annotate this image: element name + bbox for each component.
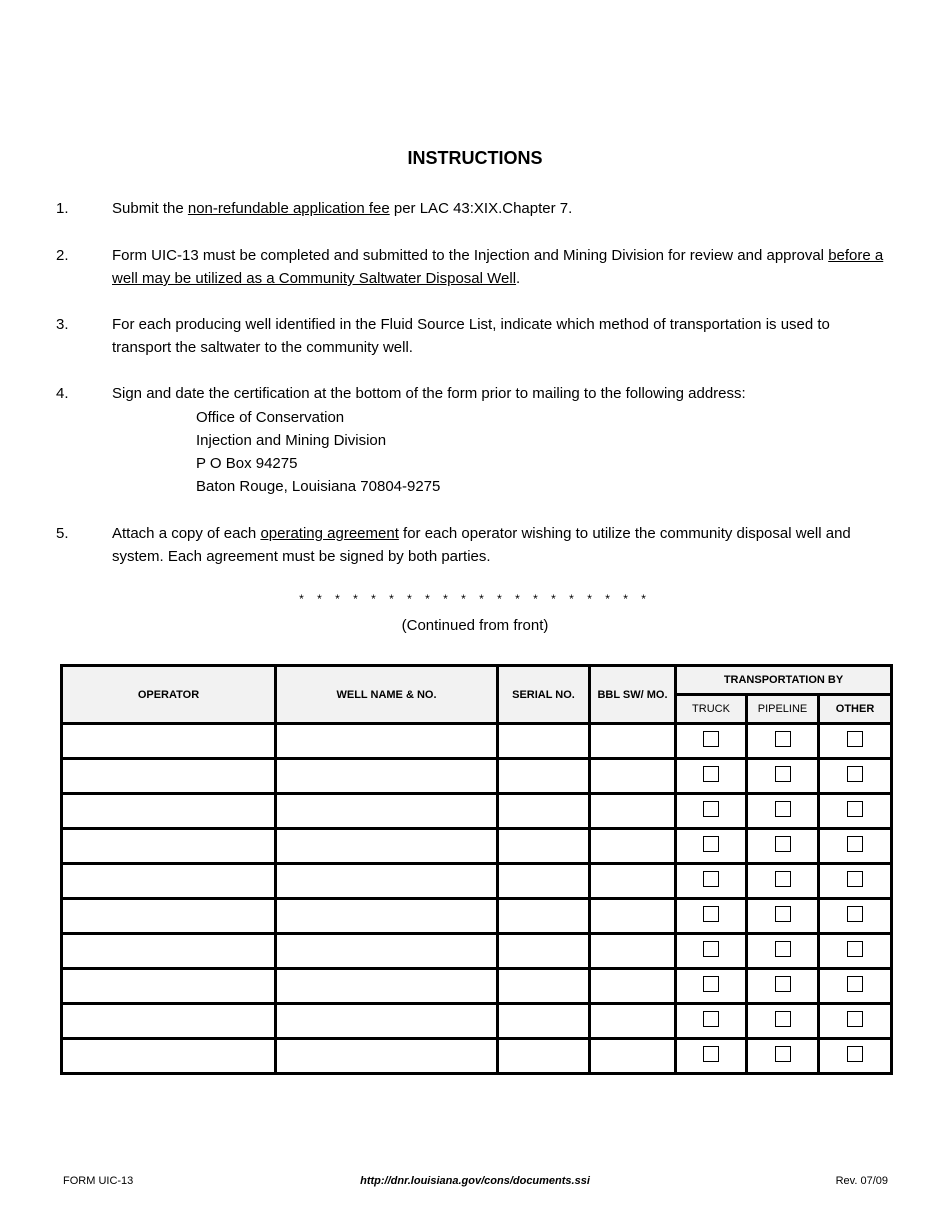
address-line: Baton Rouge, Louisiana 70804-9275 [196,478,441,495]
fluid-source-table [60,664,893,1075]
instruction-number: 2. [56,247,69,264]
well-name-cell[interactable] [276,1004,498,1039]
instruction-number: 3. [56,316,69,333]
bbl-sw-mo-cell[interactable] [590,899,676,934]
serial-no-cell[interactable] [498,829,590,864]
pipeline-cell [747,829,819,864]
pipeline-checkbox[interactable] [775,731,791,747]
other-cell [819,794,892,829]
truck-checkbox[interactable] [703,906,719,922]
pipeline-cell [747,969,819,1004]
table-row [62,794,892,829]
truck-checkbox[interactable] [703,1046,719,1062]
operator-cell[interactable] [62,899,276,934]
operator-cell[interactable] [62,829,276,864]
well-name-cell[interactable] [276,934,498,969]
operator-cell[interactable] [62,969,276,1004]
continued-note: (Continued from front) [401,617,549,634]
truck-checkbox[interactable] [703,836,719,852]
other-cell [819,759,892,794]
serial-no-cell[interactable] [498,794,590,829]
table-row [62,969,892,1004]
page-title: INSTRUCTIONS [407,148,543,168]
header-transportation-by: TRANSPORTATION BY [676,666,892,695]
bbl-sw-mo-cell[interactable] [590,969,676,1004]
header-pipeline: PIPELINE [747,695,819,724]
well-name-cell[interactable] [276,794,498,829]
truck-cell [676,934,747,969]
other-checkbox[interactable] [847,906,863,922]
bbl-sw-mo-cell[interactable] [590,724,676,759]
truck-cell [676,724,747,759]
operator-cell[interactable] [62,934,276,969]
truck-checkbox[interactable] [703,801,719,817]
pipeline-checkbox[interactable] [775,836,791,852]
other-cell [819,1004,892,1039]
pipeline-checkbox[interactable] [775,976,791,992]
pipeline-checkbox[interactable] [775,906,791,922]
other-checkbox[interactable] [847,836,863,852]
header-bbl-sw-mo: BBL SW/ MO. [590,666,676,724]
instruction-text: Submit the non-refundable application fee per LAC 43:XIX.Chapter 7. [112,200,573,217]
well-name-cell[interactable] [276,829,498,864]
pipeline-cell [747,724,819,759]
operator-cell[interactable] [62,724,276,759]
table-row [62,864,892,899]
other-checkbox[interactable] [847,976,863,992]
truck-cell [676,864,747,899]
bbl-sw-mo-cell[interactable] [590,1004,676,1039]
pipeline-cell [747,1039,819,1074]
serial-no-cell[interactable] [498,864,590,899]
other-checkbox[interactable] [847,801,863,817]
pipeline-cell [747,899,819,934]
instruction-number: 5. [56,525,69,542]
other-checkbox[interactable] [847,871,863,887]
revision-date: Rev. 07/09 [835,1175,888,1187]
serial-no-cell[interactable] [498,1004,590,1039]
pipeline-checkbox[interactable] [775,1046,791,1062]
truck-checkbox[interactable] [703,766,719,782]
truck-cell [676,829,747,864]
operator-cell[interactable] [62,864,276,899]
pipeline-checkbox[interactable] [775,766,791,782]
instruction-number: 4. [56,385,69,402]
table-row [62,899,892,934]
table-row [62,1039,892,1074]
pipeline-checkbox[interactable] [775,941,791,957]
other-cell [819,1039,892,1074]
operator-cell[interactable] [62,794,276,829]
serial-no-cell[interactable] [498,899,590,934]
truck-checkbox[interactable] [703,976,719,992]
pipeline-checkbox[interactable] [775,801,791,817]
truck-cell [676,1039,747,1074]
well-name-cell[interactable] [276,864,498,899]
table-body [62,724,892,1074]
other-cell [819,829,892,864]
pipeline-cell [747,864,819,899]
form-number: FORM UIC-13 [63,1175,134,1187]
other-checkbox[interactable] [847,766,863,782]
pipeline-checkbox[interactable] [775,1011,791,1027]
other-checkbox[interactable] [847,1046,863,1062]
address-line: Injection and Mining Division [196,432,387,449]
other-cell [819,934,892,969]
truck-cell [676,899,747,934]
pipeline-checkbox[interactable] [775,871,791,887]
well-name-cell[interactable] [276,759,498,794]
other-cell [819,864,892,899]
pipeline-cell [747,759,819,794]
serial-no-cell[interactable] [498,724,590,759]
well-name-cell[interactable] [276,724,498,759]
table-row [62,829,892,864]
serial-no-cell[interactable] [498,934,590,969]
other-checkbox[interactable] [847,731,863,747]
table-row [62,1004,892,1039]
serial-no-cell[interactable] [498,759,590,794]
well-name-cell[interactable] [276,1039,498,1074]
bbl-sw-mo-cell[interactable] [590,864,676,899]
header-serial-no: SERIAL NO. [498,666,590,724]
mailing-address [196,406,440,498]
other-cell [819,724,892,759]
instruction-text: Form UIC-13 must be completed and submitted to the Injection and Mining Division for review and approval before a well may be utilized as a Community Saltwater Disposal Well. [112,247,884,287]
table-row [62,759,892,794]
other-cell [819,969,892,1004]
instruction-text: Sign and date the certification at the bottom of the form prior to mailing to the following address: [112,385,746,402]
header-well-name: WELL NAME & NO. [276,666,498,724]
truck-checkbox[interactable] [703,1011,719,1027]
bbl-sw-mo-cell[interactable] [590,829,676,864]
bbl-sw-mo-cell[interactable] [590,794,676,829]
truck-cell [676,759,747,794]
instruction-number: 1. [56,200,69,217]
header-truck: TRUCK [676,695,747,724]
truck-cell [676,1004,747,1039]
pipeline-cell [747,934,819,969]
serial-no-cell[interactable] [498,1039,590,1074]
truck-checkbox[interactable] [703,731,719,747]
separator-stars: * * * * * * * * * * * * * * * * * * * * [299,592,651,606]
address-line: P O Box 94275 [196,455,298,472]
other-cell [819,899,892,934]
header-other: OTHER [819,695,892,724]
footer-url: http://dnr.louisiana.gov/cons/documents.ssi [360,1175,590,1187]
pipeline-cell [747,794,819,829]
other-checkbox[interactable] [847,941,863,957]
operator-cell[interactable] [62,759,276,794]
well-name-cell[interactable] [276,899,498,934]
address-line: Office of Conservation [196,409,345,426]
bbl-sw-mo-cell[interactable] [590,759,676,794]
instruction-text: Attach a copy of each operating agreement for each operator wishing to utilize the community disposal well and system. Each agreement must be signed by both parties. [112,525,851,565]
instruction-text: For each producing well identified in the Fluid Source List, indicate which method of transportation is used to transport the saltwater to the community well. [112,316,830,356]
bbl-sw-mo-cell[interactable] [590,1039,676,1074]
truck-cell [676,969,747,1004]
pipeline-cell [747,1004,819,1039]
serial-no-cell[interactable] [498,969,590,1004]
well-name-cell[interactable] [276,969,498,1004]
other-checkbox[interactable] [847,1011,863,1027]
bbl-sw-mo-cell[interactable] [590,934,676,969]
truck-checkbox[interactable] [703,871,719,887]
truck-checkbox[interactable] [703,941,719,957]
operator-cell[interactable] [62,1004,276,1039]
header-operator: OPERATOR [62,666,276,724]
table-row [62,934,892,969]
truck-cell [676,794,747,829]
operator-cell[interactable] [62,1039,276,1074]
table-row [62,724,892,759]
